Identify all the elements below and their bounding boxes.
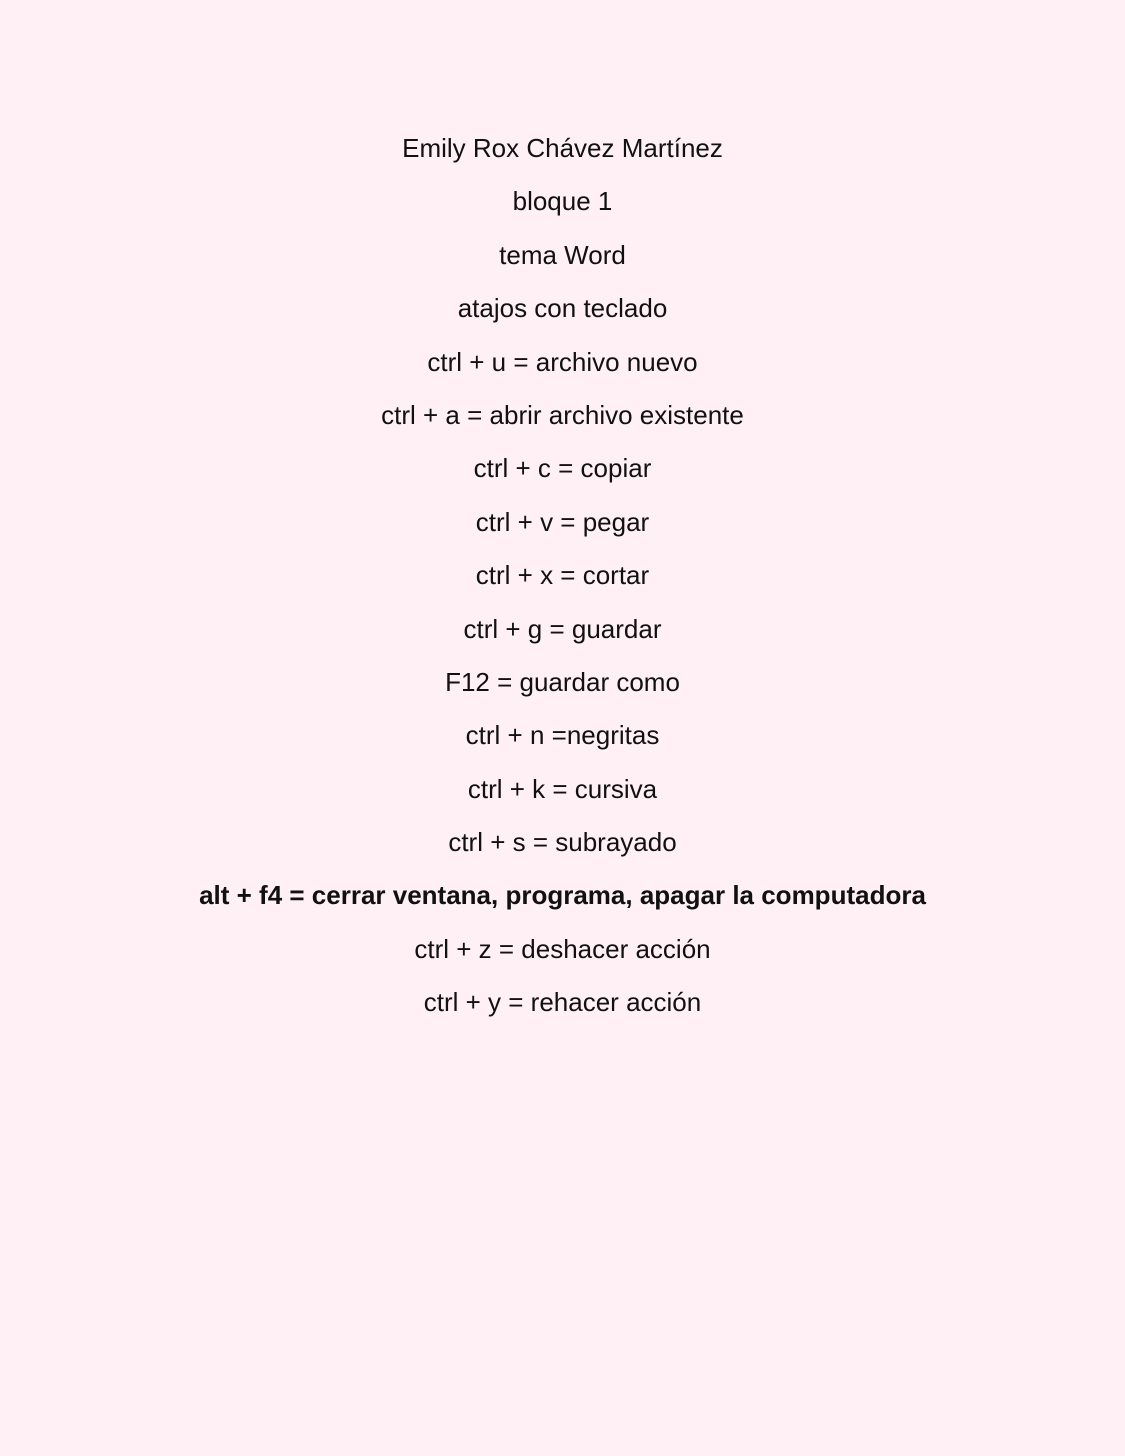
shortcut-line: ctrl + n =negritas [465, 720, 660, 751]
shortcut-line: ctrl + v = pegar [475, 506, 650, 537]
shortcut-line: ctrl + u = archivo nuevo [427, 346, 698, 377]
section-heading: atajos con teclado [457, 293, 668, 324]
shortcut-line: ctrl + x = cortar [475, 560, 650, 591]
shortcut-line: ctrl + k = cursiva [467, 773, 658, 804]
block-label: bloque 1 [512, 186, 613, 217]
shortcut-line: ctrl + c = copiar [473, 453, 652, 484]
shortcut-line: ctrl + s = subrayado [448, 827, 677, 858]
shortcut-line: ctrl + g = guardar [463, 613, 662, 644]
shortcut-line: ctrl + a = abrir archivo existente [381, 399, 744, 430]
shortcut-line: F12 = guardar como [445, 666, 680, 697]
author-name: Emily Rox Chávez Martínez [402, 133, 723, 163]
topic-label: tema Word [499, 239, 626, 270]
shortcut-line: ctrl + z = deshacer acción [414, 933, 711, 964]
shortcut-line: ctrl + y = rehacer acción [423, 987, 702, 1018]
document-body [0, 122, 1125, 1030]
shortcut-line-bold: alt + f4 = cerrar ventana, programa, apagar la computadora [199, 880, 926, 911]
